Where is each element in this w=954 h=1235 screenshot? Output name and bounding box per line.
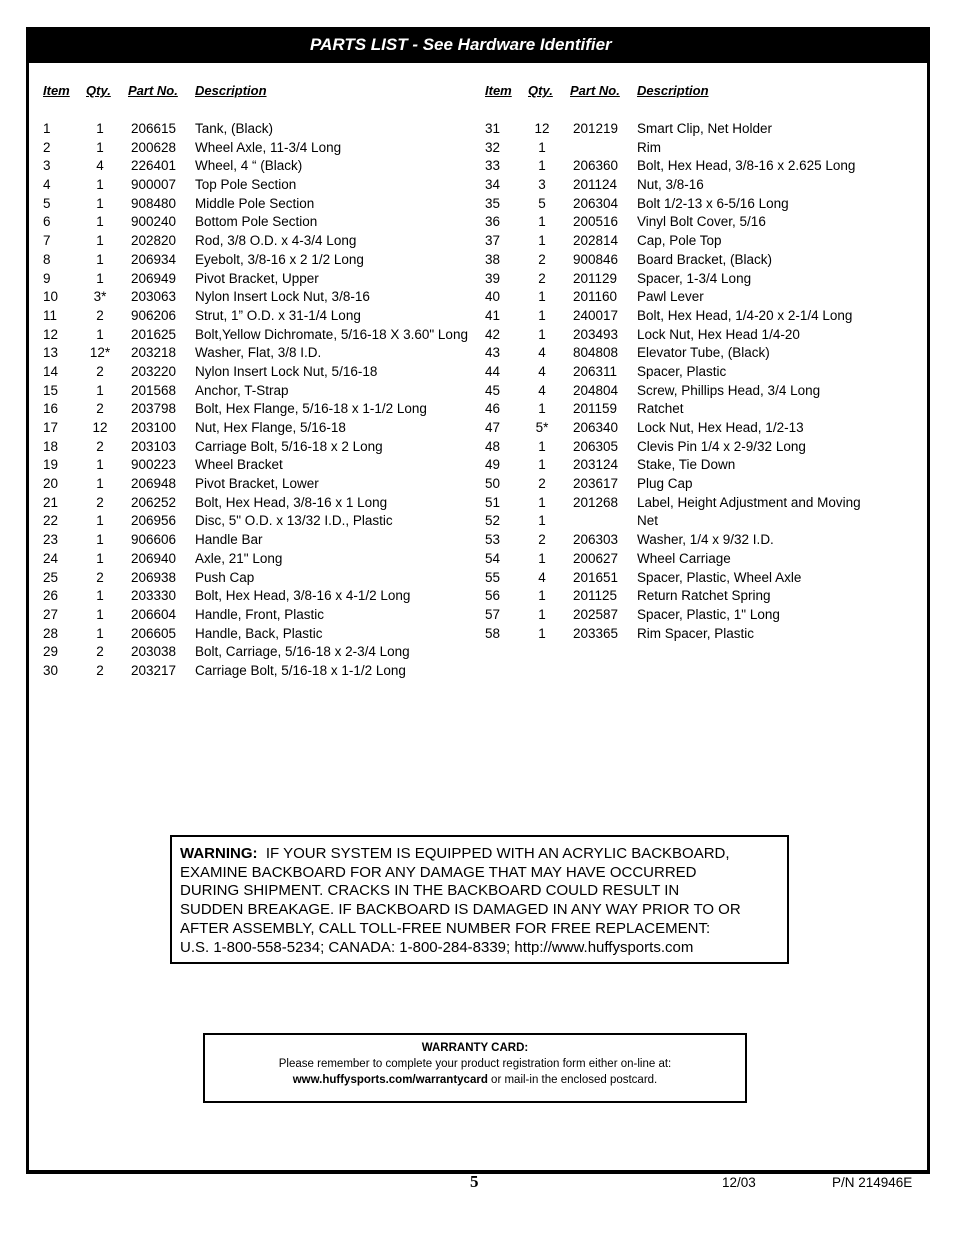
description: Nylon Insert Lock Nut, 5/16-18 — [195, 363, 378, 379]
warranty-line-2 — [205, 1072, 745, 1088]
description: Nut, 3/8-16 — [637, 177, 704, 193]
description: Cap, Pole Top — [637, 233, 722, 249]
description: Ratchet — [637, 401, 684, 417]
item-number: 31 — [485, 121, 501, 136]
part-number: 200516 — [573, 214, 619, 230]
quantity: 2 — [538, 476, 546, 492]
quantity: 1 — [96, 121, 104, 136]
part-number: 900240 — [131, 214, 177, 230]
description: Axle, 21" Long — [195, 550, 283, 566]
quantity: 4 — [538, 363, 546, 379]
description: Lock Nut, Hex Head 1/4-20 — [637, 326, 800, 342]
item-number: 48 — [485, 438, 501, 454]
part-number: 206311 — [573, 363, 618, 379]
description: Eyebolt, 3/8-16 x 2 1/2 Long — [195, 251, 364, 267]
item-number: 51 — [485, 494, 501, 510]
item-number: 40 — [485, 289, 501, 305]
part-number: 201219 — [573, 121, 619, 136]
description: Handle, Front, Plastic — [195, 606, 325, 622]
item-number: 49 — [485, 457, 501, 473]
part-number: 206938 — [131, 569, 177, 585]
item-number: 28 — [43, 625, 59, 641]
description: Return Ratchet Spring — [637, 588, 771, 604]
warranty-line-1: Please remember to complete your product registration form either on-line at: — [278, 1058, 672, 1070]
description: Handle Bar — [195, 532, 263, 548]
quantity: 1 — [538, 550, 546, 566]
part-number: 201124 — [573, 177, 618, 193]
item-number: 32 — [485, 139, 501, 155]
quantity: 1 — [96, 195, 104, 211]
part-number: 206934 — [131, 251, 177, 267]
part-number: 201268 — [573, 494, 619, 510]
description: Bolt, Carriage, 5/16-18 x 2-3/4 Long — [195, 644, 410, 660]
part-number: 202587 — [573, 606, 619, 622]
description: Board Bracket, (Black) — [637, 251, 773, 267]
part-number: 203063 — [131, 289, 177, 305]
item-number: 6 — [43, 214, 51, 230]
quantity: 2 — [96, 363, 104, 379]
description: Anchor, T-Strap — [195, 382, 289, 398]
item-number: 25 — [43, 569, 59, 585]
part-number: 201651 — [573, 569, 619, 585]
quantity: 1 — [538, 438, 546, 454]
footer-date: 12/03 — [722, 1175, 756, 1190]
header-qty: Qty. — [86, 83, 111, 98]
item-number: 54 — [485, 550, 501, 566]
quantity: 1 — [538, 588, 546, 604]
part-number: 202820 — [131, 233, 177, 249]
part-number: 906206 — [131, 307, 177, 323]
description: Disc, 5" O.D. x 13/32 I.D., Plastic — [195, 513, 393, 529]
item-number: 1 — [43, 121, 51, 136]
quantity: 1 — [96, 550, 104, 566]
description: Bolt,Yellow Dichromate, 5/16-18 X 3.60" Long — [195, 326, 468, 342]
item-number: 38 — [485, 251, 501, 267]
description: Clevis Pin 1/4 x 2-9/32 Long — [637, 438, 806, 454]
description: Wheel Carriage — [637, 550, 731, 566]
item-number: 26 — [43, 588, 59, 604]
item-number: 35 — [485, 195, 501, 211]
description: Strut, 1” O.D. x 31-1/4 Long — [195, 307, 361, 323]
description: Bolt 1/2-13 x 6-5/16 Long — [637, 195, 789, 211]
item-number: 3 — [43, 158, 51, 174]
item-number: 34 — [485, 177, 501, 193]
quantity: 1 — [96, 139, 104, 155]
description: Elevator Tube, (Black) — [637, 345, 770, 361]
quantity: 12* — [89, 345, 111, 361]
part-number: 226401 — [131, 158, 177, 174]
description: Tank, (Black) — [195, 121, 274, 136]
part-number: 203217 — [131, 662, 177, 678]
quantity: 1 — [96, 513, 104, 529]
part-number: 206304 — [573, 195, 619, 211]
item-number: 41 — [485, 307, 501, 323]
item-number: 55 — [485, 569, 501, 585]
description: Screw, Phillips Head, 3/4 Long — [637, 382, 821, 398]
item-number: 46 — [485, 401, 501, 417]
quantity: 2 — [538, 270, 546, 286]
description: Carriage Bolt, 5/16-18 x 2 Long — [195, 438, 383, 454]
description: Rim — [637, 139, 661, 155]
description: Lock Nut, Hex Head, 1/2-13 — [637, 420, 804, 435]
item-number: 53 — [485, 532, 501, 548]
part-number: 203103 — [131, 438, 177, 454]
item-number: 20 — [43, 476, 59, 492]
description: Rim Spacer, Plastic — [637, 625, 755, 641]
warranty-url-link[interactable]: www.huffysports.com/warrantycard — [292, 1074, 488, 1086]
description: Spacer, 1-3/4 Long — [637, 270, 752, 286]
description: Bolt, Hex Head, 3/8-16 x 2.625 Long — [637, 158, 856, 174]
part-number: 203218 — [131, 345, 177, 361]
description: Label, Height Adjustment and Moving — [637, 494, 861, 510]
item-number: 5 — [43, 195, 51, 211]
quantity: 2 — [96, 569, 104, 585]
description: Wheel Axle, 11-3/4 Long — [195, 139, 342, 155]
quantity: 1 — [96, 625, 104, 641]
header-part-no: Part No. — [128, 83, 178, 98]
quantity: 1 — [96, 177, 104, 193]
quantity: 1 — [538, 326, 546, 342]
warranty-line-2-text: or mail-in the enclosed postcard. — [487, 1074, 658, 1086]
item-number: 44 — [485, 363, 501, 379]
item-number: 56 — [485, 588, 501, 604]
description: Bolt, Hex Flange, 5/16-18 x 1-1/2 Long — [195, 401, 427, 417]
part-number: 206604 — [131, 606, 177, 622]
part-number: 206940 — [131, 550, 177, 566]
item-number: 4 — [43, 177, 51, 193]
item-number: 45 — [485, 382, 501, 398]
header-qty: Qty. — [528, 83, 553, 98]
description: Net — [637, 513, 659, 529]
warranty-title: WARRANTY CARD: — [421, 1042, 529, 1054]
description: Top Pole Section — [195, 177, 297, 193]
item-number: 11 — [43, 307, 58, 323]
quantity: 1 — [96, 476, 104, 492]
item-number: 7 — [43, 233, 51, 249]
quantity: 1 — [538, 139, 546, 155]
item-number: 9 — [43, 270, 51, 286]
description: Pivot Bracket, Lower — [195, 476, 319, 492]
description: Vinyl Bolt Cover, 5/16 — [637, 214, 766, 230]
page-frame — [26, 27, 930, 1174]
description: Spacer, Plastic, 1" Long — [637, 606, 780, 622]
title-bar — [29, 30, 927, 63]
part-number: 206605 — [131, 625, 177, 641]
item-number: 58 — [485, 625, 501, 641]
item-number: 30 — [43, 662, 59, 678]
description: Wheel Bracket — [195, 457, 283, 473]
quantity: 1 — [96, 214, 104, 230]
quantity: 1 — [538, 457, 546, 473]
warning-line: AFTER ASSEMBLY, CALL TOLL-FREE NUMBER FOR FREE REPLACEMENT: — [180, 919, 711, 937]
part-number: 203330 — [131, 588, 177, 604]
item-number: 50 — [485, 476, 501, 492]
part-number: 203124 — [573, 457, 619, 473]
description: Bottom Pole Section — [195, 214, 318, 230]
quantity: 1 — [538, 625, 546, 641]
part-number: 201625 — [131, 326, 177, 342]
item-number: 21 — [43, 494, 59, 510]
description: Handle, Back, Plastic — [195, 625, 323, 641]
part-number: 203493 — [573, 326, 619, 342]
part-number: 201568 — [131, 382, 177, 398]
description: Spacer, Plastic — [637, 363, 727, 379]
item-number: 14 — [43, 363, 59, 379]
description: Stake, Tie Down — [637, 457, 736, 473]
item-number: 22 — [43, 513, 59, 529]
quantity: 2 — [96, 644, 104, 660]
part-number: 804808 — [573, 345, 619, 361]
quantity: 1 — [96, 326, 104, 342]
page-number: 5 — [470, 1172, 479, 1191]
quantity: 3* — [93, 289, 107, 305]
part-number: 203617 — [573, 476, 619, 492]
warning-line: DURING SHIPMENT. CRACKS IN THE BACKBOARD COULD RESULT IN — [180, 882, 680, 900]
header-item: Item — [485, 83, 512, 98]
quantity: 1 — [96, 233, 104, 249]
item-number: 24 — [43, 550, 59, 566]
part-number: 200627 — [573, 550, 619, 566]
part-number: 203100 — [131, 420, 177, 435]
item-number: 19 — [43, 457, 59, 473]
description: Pawl Lever — [637, 289, 704, 305]
quantity: 3 — [538, 177, 546, 193]
description: Bolt, Hex Head, 3/8-16 x 4-1/2 Long — [195, 588, 411, 604]
part-number: 203220 — [131, 363, 177, 379]
description: Push Cap — [195, 569, 255, 585]
quantity: 1 — [96, 270, 104, 286]
quantity: 4 — [538, 345, 546, 361]
item-number: 37 — [485, 233, 501, 249]
item-number: 39 — [485, 270, 501, 286]
part-number: 206956 — [131, 513, 177, 529]
item-number: 12 — [43, 326, 59, 342]
part-number: 240017 — [573, 307, 619, 323]
header-description: Description — [195, 83, 267, 98]
quantity: 2 — [96, 401, 104, 417]
quantity: 1 — [96, 457, 104, 473]
quantity: 1 — [538, 513, 546, 529]
part-number: 900846 — [573, 251, 619, 267]
header-part-no: Part No. — [570, 83, 620, 98]
item-number: 27 — [43, 606, 59, 622]
part-number: 203365 — [573, 625, 619, 641]
description: Middle Pole Section — [195, 195, 315, 211]
part-number: 200628 — [131, 139, 177, 155]
quantity: 1 — [538, 494, 546, 510]
item-number: 18 — [43, 438, 59, 454]
item-number: 57 — [485, 606, 501, 622]
quantity: 1 — [538, 401, 546, 417]
quantity: 1 — [96, 382, 104, 398]
quantity: 1 — [538, 233, 546, 249]
warning-line: SUDDEN BREAKAGE. IF BACKBOARD IS DAMAGED IN ANY WAY PRIOR TO OR — [180, 901, 741, 919]
warning-text: IF YOUR SYSTEM IS EQUIPPED WITH AN ACRYLIC BACKBOARD, — [265, 845, 730, 862]
item-number: 33 — [485, 158, 501, 174]
item-number: 42 — [485, 326, 501, 342]
warning-box — [170, 835, 789, 964]
description: Plug Cap — [637, 476, 693, 492]
part-number: 203038 — [131, 644, 177, 660]
page-title: PARTS LIST - See Hardware Identifier — [310, 35, 612, 54]
description: Pivot Bracket, Upper — [195, 270, 319, 286]
item-number: 29 — [43, 644, 59, 660]
item-number: 10 — [43, 289, 59, 305]
quantity: 2 — [538, 251, 546, 267]
description: Bolt, Hex Head, 3/8-16 x 1 Long — [195, 494, 388, 510]
part-number: 906606 — [131, 532, 177, 548]
item-number: 2 — [43, 139, 51, 155]
quantity: 2 — [96, 494, 104, 510]
description: Nut, Hex Flange, 5/16-18 — [195, 420, 346, 435]
quantity: 2 — [96, 662, 104, 678]
part-number: 201125 — [573, 588, 618, 604]
part-number: 206360 — [573, 158, 619, 174]
quantity: 5 — [538, 195, 546, 211]
part-number: 206305 — [573, 438, 619, 454]
quantity: 5* — [535, 420, 549, 435]
item-number: 17 — [43, 420, 59, 435]
quantity: 2 — [96, 438, 104, 454]
warning-label: WARNING: — [180, 845, 258, 862]
item-number: 36 — [485, 214, 501, 230]
footer-part-number: P/N 214946E — [832, 1175, 913, 1190]
description: Spacer, Plastic, Wheel Axle — [637, 569, 802, 585]
part-number: 900223 — [131, 457, 177, 473]
quantity: 1 — [96, 588, 104, 604]
warning-line: U.S. 1-800-558-5234; CANADA: 1-800-284-8339; http://www.huffysports.com — [180, 938, 694, 956]
part-number: 201160 — [573, 289, 618, 305]
item-number: 43 — [485, 345, 501, 361]
item-number: 8 — [43, 251, 51, 267]
quantity: 12 — [534, 121, 550, 136]
quantity: 1 — [96, 251, 104, 267]
item-number: 47 — [485, 420, 501, 435]
quantity: 1 — [96, 532, 104, 548]
item-number: 52 — [485, 513, 501, 529]
part-number: 204804 — [573, 382, 619, 398]
part-number: 206303 — [573, 532, 619, 548]
quantity: 4 — [538, 569, 546, 585]
header-description: Description — [637, 83, 709, 98]
quantity: 1 — [538, 606, 546, 622]
part-number: 206252 — [131, 494, 177, 510]
part-number: 206949 — [131, 270, 177, 286]
quantity: 4 — [96, 158, 104, 174]
description: Washer, Flat, 3/8 I.D. — [195, 345, 322, 361]
description: Carriage Bolt, 5/16-18 x 1-1/2 Long — [195, 662, 406, 678]
part-number: 202814 — [573, 233, 619, 249]
quantity: 1 — [96, 606, 104, 622]
warranty-card-box — [203, 1033, 747, 1103]
description: Nylon Insert Lock Nut, 3/8-16 — [195, 289, 370, 305]
part-number: 206340 — [573, 420, 619, 435]
description: Rod, 3/8 O.D. x 4-3/4 Long — [195, 233, 357, 249]
part-number: 206615 — [131, 121, 177, 136]
quantity: 1 — [538, 307, 546, 323]
quantity: 1 — [538, 289, 546, 305]
item-number: 15 — [43, 382, 59, 398]
description: Washer, 1/4 x 9/32 I.D. — [637, 532, 774, 548]
part-number: 206948 — [131, 476, 177, 492]
warning-line — [180, 845, 779, 864]
quantity: 1 — [538, 158, 546, 174]
description: Smart Clip, Net Holder — [637, 121, 773, 136]
part-number: 201159 — [573, 401, 618, 417]
part-number: 201129 — [573, 270, 618, 286]
item-number: 13 — [43, 345, 59, 361]
quantity: 1 — [538, 214, 546, 230]
description: Wheel, 4 “ (Black) — [195, 158, 303, 174]
quantity: 4 — [538, 382, 546, 398]
quantity: 2 — [96, 307, 104, 323]
quantity: 12 — [92, 420, 108, 435]
part-number: 908480 — [131, 195, 177, 211]
part-number: 900007 — [131, 177, 177, 193]
header-item: Item — [43, 83, 70, 98]
description: Bolt, Hex Head, 1/4-20 x 2-1/4 Long — [637, 307, 853, 323]
item-number: 23 — [43, 532, 59, 548]
warning-line: EXAMINE BACKBOARD FOR ANY DAMAGE THAT MAY HAVE OCCURRED — [180, 863, 697, 881]
item-number: 16 — [43, 401, 59, 417]
quantity: 2 — [538, 532, 546, 548]
part-number: 203798 — [131, 401, 177, 417]
